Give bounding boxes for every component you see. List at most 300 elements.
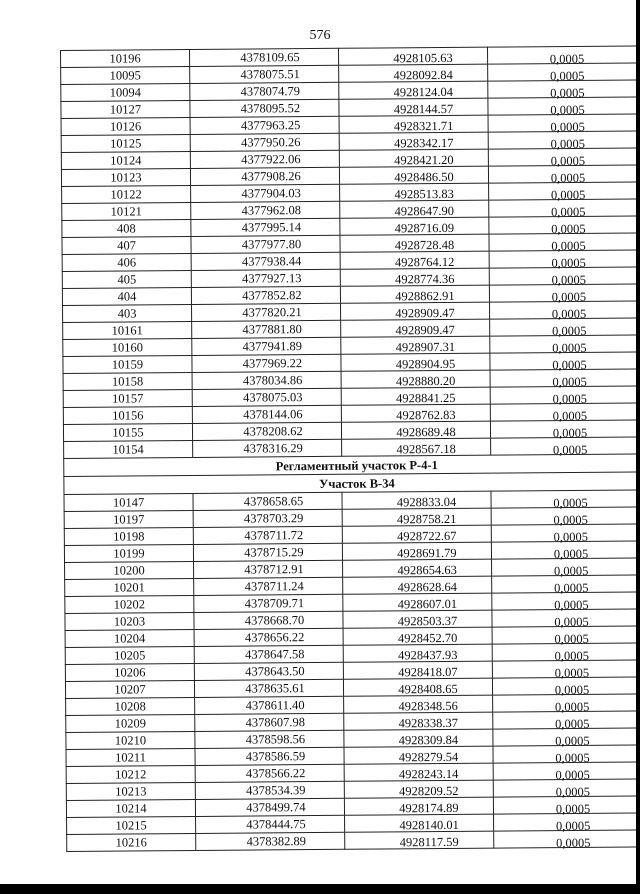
y-coordinate-cell [341, 370, 490, 388]
x-coordinate-cell [190, 167, 339, 185]
x-coordinate-cell [189, 48, 338, 66]
point-number-text: 10202 [113, 597, 146, 612]
point-number-cell [65, 595, 194, 613]
y-coordinate-cell [342, 508, 491, 526]
y-coordinate-cell [341, 421, 490, 439]
y-coordinate-text: 4928243.14 [398, 766, 459, 782]
x-coordinate-text: 4377904.03 [241, 186, 301, 201]
point-number-cell [63, 406, 192, 424]
accuracy-text: 0,0005 [550, 153, 586, 169]
y-coordinate-cell [341, 353, 490, 371]
point-number-text: 10126 [109, 119, 142, 134]
point-number-text: 10212 [115, 767, 147, 782]
x-coordinate-text: 4378658.65 [243, 494, 304, 509]
y-coordinate-text: 4928841.25 [396, 390, 456, 406]
x-coordinate-cell [192, 388, 341, 406]
y-coordinate-cell [344, 695, 493, 713]
point-number-cell [61, 134, 190, 152]
table-body-bottom [64, 490, 640, 852]
accuracy-text: 0,0005 [553, 563, 589, 579]
point-number-cell [66, 697, 195, 715]
y-coordinate-text: 4928209.52 [399, 783, 459, 799]
y-coordinate-cell [345, 831, 494, 849]
x-coordinate-cell [194, 679, 343, 697]
point-number-text: 10207 [114, 682, 146, 697]
x-coordinate-text: 4378382.89 [246, 834, 306, 849]
y-coordinate-text: 4928503.37 [397, 613, 458, 629]
accuracy-text: 0,0005 [551, 221, 586, 237]
point-number-cell [62, 219, 191, 237]
x-coordinate-cell [195, 713, 344, 731]
y-coordinate-text: 4928486.50 [394, 169, 454, 185]
accuracy-text: 0,0005 [553, 512, 588, 528]
table-row [67, 830, 640, 852]
point-number-text: 10203 [113, 614, 146, 629]
x-coordinate-cell [190, 82, 339, 100]
point-number-text: 10124 [110, 153, 142, 168]
x-coordinate-cell [194, 577, 343, 595]
accuracy-text: 0,0005 [552, 391, 587, 407]
accuracy-text: 0,0005 [554, 597, 589, 613]
x-coordinate-text: 4377852.82 [242, 288, 302, 303]
accuracy-text: 0,0005 [555, 784, 591, 800]
x-coordinate-text: 4378712.91 [244, 562, 304, 577]
x-coordinate-text: 4378499.74 [246, 800, 306, 815]
coordinates-document [60, 46, 616, 852]
point-number-text: 10157 [112, 391, 144, 406]
accuracy-text: 0,0005 [556, 835, 591, 851]
y-coordinate-cell [343, 678, 492, 696]
x-coordinate-text: 4377881.80 [242, 322, 302, 337]
point-number-cell [63, 338, 192, 356]
x-coordinate-text: 4377922.06 [241, 152, 301, 167]
y-coordinate-text: 4928338.37 [398, 715, 459, 731]
y-coordinate-text: 4928117.59 [399, 834, 459, 850]
accuracy-text: 0,0005 [550, 85, 585, 101]
y-coordinate-text: 4928452.70 [397, 630, 458, 646]
y-coordinate-text: 4928904.95 [395, 356, 456, 372]
x-coordinate-text: 4377950.26 [240, 135, 301, 150]
accuracy-text: 0,0005 [553, 495, 588, 511]
point-number-cell [63, 321, 192, 339]
accuracy-text: 0,0005 [550, 102, 585, 118]
table-body-top [61, 46, 640, 459]
x-coordinate-cell [195, 781, 344, 799]
x-coordinate-text: 4377977.80 [241, 237, 302, 252]
y-coordinate-cell [339, 115, 488, 133]
y-coordinate-text: 4928144.57 [393, 101, 454, 117]
y-coordinate-text: 4928728.48 [394, 237, 455, 253]
y-coordinate-cell [343, 661, 492, 679]
x-coordinate-text: 4377820.21 [242, 305, 302, 320]
point-number-text: 10201 [113, 580, 145, 595]
point-number-text: 10205 [114, 648, 146, 663]
y-coordinate-text: 4928764.12 [394, 254, 455, 270]
x-coordinate-cell [195, 696, 344, 714]
x-coordinate-cell [190, 65, 339, 83]
x-coordinate-cell [193, 509, 342, 527]
x-coordinate-cell [194, 628, 343, 646]
y-coordinate-cell [343, 644, 492, 662]
y-coordinate-text: 4928418.07 [398, 664, 458, 680]
x-coordinate-cell [193, 492, 342, 510]
point-number-cell [65, 629, 194, 647]
point-number-text: 10213 [115, 784, 147, 799]
y-coordinate-text: 4928716.09 [394, 220, 455, 236]
point-number-cell [61, 83, 190, 101]
accuracy-text: 0,0005 [554, 631, 589, 647]
x-coordinate-text: 4378607.98 [245, 715, 306, 730]
accuracy-text: 0,0005 [550, 170, 586, 186]
y-coordinate-cell [339, 64, 488, 82]
y-coordinate-cell [344, 780, 493, 798]
y-coordinate-text: 4928321.71 [393, 118, 454, 134]
x-coordinate-text: 4378075.03 [242, 390, 303, 405]
y-coordinate-cell [344, 729, 493, 747]
x-coordinate-cell [191, 286, 340, 304]
point-number-text: 408 [116, 221, 136, 236]
point-number-text: 10208 [114, 699, 146, 714]
x-coordinate-cell [191, 235, 340, 253]
accuracy-text: 0,0005 [555, 733, 590, 749]
accuracy-text: 0,0005 [554, 648, 590, 664]
x-coordinate-text: 4378095.52 [240, 101, 301, 116]
point-number-text: 10197 [113, 512, 145, 527]
x-coordinate-text: 4378598.56 [245, 732, 306, 747]
y-coordinate-text: 4928309.84 [398, 732, 459, 748]
accuracy-text: 0,0005 [553, 580, 589, 596]
x-coordinate-cell [190, 150, 339, 168]
point-number-text: 10122 [110, 187, 142, 202]
point-number-text: 10160 [111, 340, 144, 355]
point-number-cell [66, 714, 195, 732]
y-coordinate-text: 4928105.63 [393, 50, 453, 66]
point-number-text: 403 [117, 306, 137, 321]
point-number-text: 10147 [112, 495, 145, 510]
point-number-cell [64, 493, 193, 511]
point-number-cell [61, 151, 190, 169]
y-coordinate-text: 4928140.01 [399, 817, 459, 833]
x-coordinate-text: 4377969.22 [242, 356, 303, 371]
accuracy-text: 0,0005 [555, 767, 590, 783]
y-coordinate-text: 4928691.79 [397, 545, 457, 561]
point-number-text: 10198 [113, 529, 145, 544]
point-number-text: 10154 [112, 442, 144, 457]
x-coordinate-text: 4378635.61 [245, 681, 305, 696]
x-coordinate-text: 4378709.71 [244, 596, 305, 611]
point-number-cell [64, 527, 193, 545]
accuracy-text: 0,0005 [552, 340, 587, 356]
y-coordinate-cell [344, 763, 493, 781]
x-coordinate-text: 4378534.39 [246, 783, 306, 798]
point-number-text: 10159 [111, 357, 144, 372]
x-coordinate-text: 4378566.22 [245, 766, 306, 781]
accuracy-text: 0,0005 [551, 204, 586, 220]
y-coordinate-cell [339, 149, 488, 167]
point-number-cell [61, 117, 190, 135]
point-number-cell [67, 816, 196, 834]
y-coordinate-text: 4928907.31 [395, 339, 456, 355]
accuracy-text: 0,0005 [551, 238, 586, 254]
point-number-cell [61, 168, 190, 186]
x-coordinate-text: 4377908.26 [241, 169, 301, 184]
coordinates-table [60, 45, 640, 852]
section-header-block [64, 454, 640, 495]
y-coordinate-cell [338, 47, 487, 65]
y-coordinate-cell [343, 559, 492, 577]
point-number-text: 10210 [114, 733, 147, 748]
x-coordinate-text: 4378034.86 [242, 373, 303, 388]
y-coordinate-text: 4928279.54 [398, 749, 459, 765]
accuracy-text: 0,0005 [549, 51, 585, 67]
y-coordinate-cell [339, 132, 488, 150]
point-number-cell [63, 389, 192, 407]
y-coordinate-cell [339, 81, 488, 99]
x-coordinate-cell [195, 764, 344, 782]
x-coordinate-text: 4377927.13 [242, 271, 302, 286]
x-coordinate-cell [192, 303, 341, 321]
y-coordinate-text: 4928628.64 [397, 579, 457, 595]
y-coordinate-cell [341, 387, 490, 405]
x-coordinate-cell [192, 354, 341, 372]
y-coordinate-cell [342, 542, 491, 560]
page-number: 576 [309, 28, 331, 43]
accuracy-text: 0,0005 [551, 323, 587, 339]
point-number-cell [66, 799, 195, 817]
y-coordinate-cell [343, 576, 492, 594]
accuracy-text: 0,0005 [554, 665, 590, 681]
x-coordinate-text: 4377962.08 [241, 203, 302, 218]
point-number-text: 10161 [111, 323, 143, 338]
x-coordinate-cell [192, 337, 341, 355]
x-coordinate-cell [192, 405, 341, 423]
point-number-text: 10215 [115, 818, 147, 833]
y-coordinate-text: 4928862.91 [395, 288, 455, 304]
point-number-text: 406 [117, 255, 137, 270]
y-coordinate-cell [341, 404, 490, 422]
accuracy-cell [491, 490, 640, 511]
accuracy-text: 0,0005 [552, 357, 587, 373]
x-coordinate-text: 4378074.79 [240, 84, 301, 99]
point-number-cell [63, 423, 192, 441]
y-coordinate-cell [343, 593, 492, 611]
y-coordinate-cell [344, 712, 493, 730]
point-number-cell [63, 372, 192, 390]
point-number-text: 10209 [114, 716, 146, 731]
x-coordinate-cell [191, 269, 340, 287]
x-coordinate-text: 4378668.70 [244, 613, 305, 628]
y-coordinate-cell [340, 251, 489, 269]
x-coordinate-cell [191, 184, 340, 202]
y-coordinate-cell [340, 268, 489, 286]
y-coordinate-text: 4928654.63 [397, 562, 457, 578]
y-coordinate-text: 4928421.20 [394, 152, 454, 168]
accuracy-text: 0,0005 [550, 187, 586, 203]
x-coordinate-text: 4378647.58 [245, 647, 305, 662]
point-number-cell [61, 66, 190, 84]
x-coordinate-cell [196, 832, 345, 850]
point-number-cell [65, 561, 194, 579]
accuracy-text: 0,0005 [551, 306, 587, 322]
x-coordinate-text: 4378144.06 [243, 407, 303, 422]
accuracy-cell [487, 46, 640, 67]
y-coordinate-text: 4928909.47 [395, 305, 455, 321]
accuracy-text: 0,0005 [551, 272, 587, 288]
x-coordinate-text: 4378711.24 [244, 579, 304, 594]
x-coordinate-text: 4378703.29 [243, 511, 304, 526]
point-number-cell [65, 663, 194, 681]
point-number-text: 10121 [110, 204, 142, 219]
x-coordinate-cell [191, 218, 340, 236]
x-coordinate-text: 4377938.44 [241, 254, 302, 269]
y-coordinate-cell [341, 319, 490, 337]
point-number-cell [64, 440, 193, 458]
y-coordinate-text: 4928408.65 [398, 681, 458, 697]
accuracy-text: 0,0005 [552, 374, 587, 390]
point-number-text: 10127 [109, 102, 142, 117]
point-number-cell [66, 748, 195, 766]
point-number-text: 405 [117, 272, 137, 287]
point-number-text: 404 [117, 289, 137, 304]
y-coordinate-cell [344, 797, 493, 815]
point-number-cell [61, 49, 190, 67]
x-coordinate-cell [195, 747, 344, 765]
x-coordinate-text: 4378208.62 [243, 424, 303, 439]
point-number-text: 10214 [115, 801, 147, 816]
accuracy-text: 0,0005 [555, 818, 591, 834]
y-coordinate-cell [345, 814, 494, 832]
accuracy-text: 0,0005 [550, 119, 585, 135]
x-coordinate-text: 4378109.65 [240, 50, 300, 65]
point-number-cell [62, 236, 191, 254]
accuracy-text: 0,0005 [554, 614, 589, 630]
accuracy-text: 0,0005 [552, 442, 588, 458]
point-number-cell [61, 100, 190, 118]
point-number-text: 10155 [112, 425, 144, 440]
x-coordinate-cell [193, 439, 342, 457]
point-number-cell [63, 355, 192, 373]
point-number-text: 407 [117, 238, 136, 253]
x-coordinate-text: 4378715.29 [244, 545, 304, 560]
x-coordinate-cell [191, 201, 340, 219]
x-coordinate-cell [191, 252, 340, 270]
x-coordinate-text: 4377941.89 [242, 339, 303, 354]
point-number-cell [62, 253, 191, 271]
x-coordinate-cell [190, 133, 339, 151]
y-coordinate-text: 4928758.21 [396, 511, 457, 527]
point-number-cell [66, 765, 195, 783]
y-coordinate-text: 4928722.67 [397, 528, 457, 544]
scan-border-right [636, 0, 640, 894]
point-number-text: 10125 [110, 136, 142, 151]
y-coordinate-cell [344, 746, 493, 764]
x-coordinate-cell [194, 611, 343, 629]
accuracy-text: 0,0005 [552, 425, 588, 441]
x-coordinate-cell [190, 116, 339, 134]
accuracy-text: 0,0005 [550, 136, 585, 152]
y-coordinate-text: 4928092.84 [393, 67, 453, 83]
point-number-cell [62, 287, 191, 305]
x-coordinate-text: 4378586.59 [245, 749, 306, 764]
y-coordinate-cell [341, 336, 490, 354]
point-number-cell [62, 185, 191, 203]
x-coordinate-text: 4377995.14 [241, 220, 302, 235]
accuracy-text: 0,0005 [555, 716, 590, 732]
y-coordinate-cell [340, 285, 489, 303]
y-coordinate-text: 4928762.83 [396, 407, 456, 423]
point-number-text: 10123 [110, 170, 142, 185]
point-number-cell [63, 304, 192, 322]
accuracy-text: 0,0005 [554, 699, 590, 715]
point-number-cell [66, 731, 195, 749]
section-title: Регламентный участок Р-4-1 [64, 454, 640, 477]
point-number-text: 10199 [113, 546, 145, 561]
x-coordinate-text: 4377963.25 [240, 118, 301, 133]
y-coordinate-text: 4928513.83 [394, 186, 454, 202]
y-coordinate-cell [342, 491, 491, 509]
y-coordinate-text: 4928774.36 [395, 271, 455, 287]
y-coordinate-cell [340, 200, 489, 218]
y-coordinate-cell [340, 183, 489, 201]
point-number-cell [65, 612, 194, 630]
accuracy-text: 0,0005 [552, 408, 588, 424]
point-number-text: 10200 [113, 563, 145, 578]
y-coordinate-cell [340, 217, 489, 235]
x-coordinate-cell [190, 99, 339, 117]
y-coordinate-cell [343, 610, 492, 628]
y-coordinate-text: 4928342.17 [394, 135, 454, 151]
x-coordinate-cell [192, 371, 341, 389]
y-coordinate-text: 4928174.89 [399, 800, 459, 816]
point-number-text: 10156 [112, 408, 144, 423]
x-coordinate-text: 4378711.72 [244, 528, 304, 543]
y-coordinate-text: 4928880.20 [395, 373, 456, 389]
point-number-text: 10095 [109, 68, 141, 83]
x-coordinate-text: 4378643.50 [245, 664, 305, 679]
x-coordinate-cell [196, 815, 345, 833]
y-coordinate-text: 4928909.47 [395, 322, 455, 338]
point-number-cell [65, 646, 194, 664]
point-number-text: 10211 [115, 750, 147, 765]
y-coordinate-text: 4928437.93 [398, 647, 458, 663]
x-coordinate-cell [194, 594, 343, 612]
subsection-title: Участок В-34 [64, 472, 640, 495]
y-coordinate-text: 4928647.90 [394, 203, 455, 219]
accuracy-text: 0,0005 [553, 529, 589, 545]
x-coordinate-text: 4378444.75 [246, 817, 306, 832]
accuracy-text: 0,0005 [555, 750, 590, 766]
point-number-text: 10206 [114, 665, 146, 680]
point-number-text: 10158 [111, 374, 144, 389]
point-number-text: 10216 [115, 835, 147, 850]
x-coordinate-text: 4378316.29 [243, 441, 303, 456]
accuracy-text: 0,0005 [549, 68, 585, 84]
point-number-text: 10204 [113, 631, 146, 646]
x-coordinate-cell [194, 560, 343, 578]
y-coordinate-cell [343, 627, 492, 645]
x-coordinate-text: 4378075.51 [240, 67, 300, 82]
y-coordinate-cell [339, 166, 488, 184]
y-coordinate-text: 4928689.48 [396, 424, 456, 440]
y-coordinate-cell [342, 525, 491, 543]
point-number-cell [64, 510, 193, 528]
x-coordinate-cell [195, 798, 344, 816]
accuracy-text: 0,0005 [551, 255, 586, 271]
y-coordinate-text: 4928567.18 [396, 441, 456, 457]
x-coordinate-cell [192, 422, 341, 440]
scan-border-bottom [0, 884, 640, 894]
x-coordinate-cell [192, 320, 341, 338]
